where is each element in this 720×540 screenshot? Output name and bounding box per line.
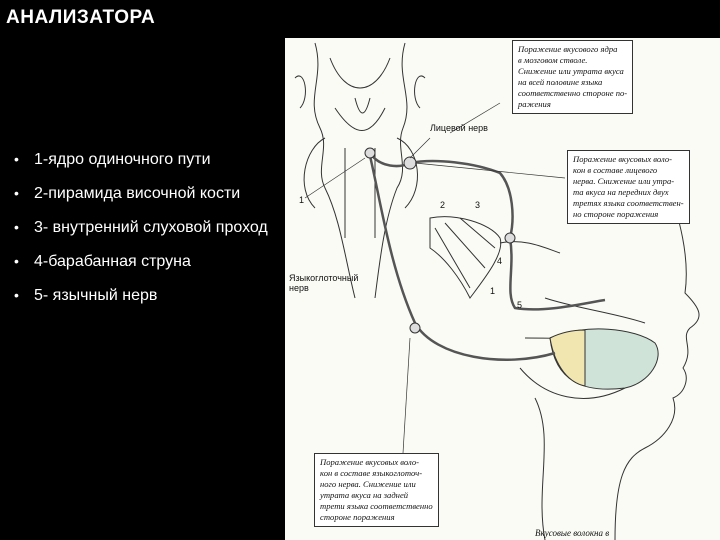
slide-title: АНАЛИЗАТОРА (6, 7, 156, 28)
bullet-text: 1-ядро одиночного пути (34, 151, 211, 168)
facial-nerve-lesion-note: Поражение вкусовых воло- кон в составе лицевого нерва. Снижение или утра- та вкуса на передних двух третях языка соответствен- но стороне поражения (567, 150, 690, 224)
bullet-list (14, 150, 299, 320)
number-1-label: 1 (299, 195, 305, 205)
bullet-marker: • (14, 219, 19, 235)
list-item (14, 286, 299, 305)
glossopharyngeal-lesion-note: Поражение вкусовых воло- кон в составе языкоглоточ- ного нерва. Снижение или утрата вкуса на задней трети языка соответственно стороне поражения (314, 453, 439, 527)
list-item (14, 252, 299, 271)
number-2-label: 2 (440, 200, 446, 210)
bullet-marker: • (14, 287, 19, 303)
list-item (14, 150, 299, 169)
bullet-marker: • (14, 151, 19, 167)
taste-pathway-figure (285, 38, 720, 540)
list-item (14, 218, 299, 237)
taste-fibers-caption: Вкусовые волокна в (535, 528, 610, 538)
list-item (14, 184, 299, 203)
number-1-label-secondary: 1 (490, 286, 496, 296)
bullet-text: 4-барабанная струна (34, 253, 191, 270)
bullet-marker: • (14, 185, 19, 201)
number-3-label: 3 (475, 200, 481, 210)
brainstem-lesion-note: Поражение вкусового ядра в мозговом стволе. Снижение или утрата вкуса на всей половине языка соответственно стороне по- ражения (512, 40, 633, 114)
bullet-text: 3- внутренний слуховой проход (34, 219, 268, 236)
number-5-label: 5 (517, 300, 523, 310)
bullet-text: 2-пирамида височной кости (34, 185, 241, 202)
bullet-marker: • (14, 253, 19, 269)
glossopharyngeal-nerve-label: Языкоглоточный нерв (289, 273, 359, 293)
bullet-text: 5- язычный нерв (34, 287, 158, 304)
facial-nerve-label: Лицевой нерв (430, 123, 488, 133)
number-4-label: 4 (497, 256, 503, 266)
